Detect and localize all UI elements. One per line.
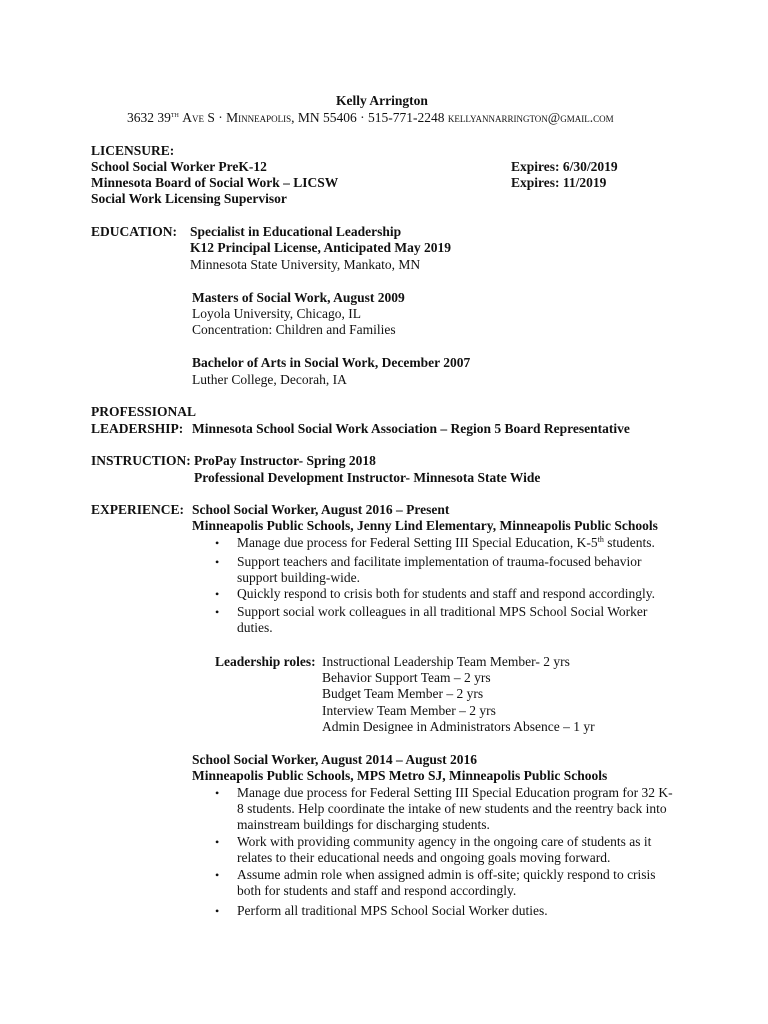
job-bullet	[237, 535, 655, 551]
job-bullet: Quickly respond to crisis both for students and staff and respond accordingly.	[237, 586, 656, 601]
resume-name: Kelly Arrington	[336, 93, 428, 108]
license-item: Minnesota Board of Social Work – LICSW	[91, 175, 339, 190]
bullet-icon: •	[215, 587, 220, 601]
job-bullet: Support social work colleagues in all traditional MPS School Social Worker duties.	[237, 604, 648, 635]
licensure-heading: LICENSURE:	[91, 143, 175, 158]
bullet-text: Manage due process for Federal Setting III Special Education, K-5	[237, 535, 598, 550]
address-contact: Ave S · Minneapolis, MN 55406 · 515-771-2248 kellyannarrington@gmail.com	[182, 110, 614, 125]
role-item: Behavior Support Team – 2 yrs	[322, 670, 491, 685]
job-bullet: Perform all traditional MPS School Social Worker duties.	[237, 903, 548, 918]
degree-title: K12 Principal License, Anticipated May 2019	[190, 240, 451, 255]
instruction-item: ProPay Instructor- Spring 2018	[194, 453, 376, 468]
license-item: Social Work Licensing Supervisor	[91, 191, 287, 206]
degree-title: Masters of Social Work, August 2009	[192, 290, 405, 305]
bullet-icon: •	[215, 786, 220, 800]
leadership-heading: PROFESSIONAL	[91, 404, 197, 419]
school-name: Luther College, Decorah, IA	[192, 372, 347, 387]
role-item: Interview Team Member – 2 yrs	[322, 703, 496, 718]
leadership-text: Minnesota School Social Work Association – Region 5 Board Representative	[192, 421, 630, 436]
bullet-icon: •	[215, 835, 220, 849]
license-expires: Expires: 11/2019	[511, 175, 607, 190]
bullet-text-end: students.	[603, 535, 655, 550]
bullet-icon: •	[215, 605, 220, 619]
address-ordinal: th	[170, 110, 179, 119]
job-org: Minneapolis Public Schools, MPS Metro SJ, Minneapolis Public Schools	[192, 768, 608, 783]
contact-line	[127, 110, 614, 126]
job-bullet: Work with providing community agency in the ongoing care of students as it relates to their educational needs and ongoing goals moving forward.	[237, 834, 652, 865]
role-item: Admin Designee in Administrators Absence – 1 yr	[322, 719, 595, 734]
instruction-item: Professional Development Instructor- Minnesota State Wide	[194, 470, 541, 485]
job-org: Minneapolis Public Schools, Jenny Lind Elementary, Minneapolis Public Schools	[192, 518, 658, 533]
degree-title: Bachelor of Arts in Social Work, December 2007	[192, 355, 471, 370]
bullet-icon: •	[215, 536, 220, 550]
license-expires: Expires: 6/30/2019	[511, 159, 618, 174]
bullet-icon: •	[215, 868, 220, 882]
roles-label: Leadership roles:	[215, 654, 316, 669]
license-item: School Social Worker PreK-12	[91, 159, 267, 174]
bullet-icon: •	[215, 904, 220, 918]
job-bullet: Manage due process for Federal Setting III Special Education program for 32 K-8 students. Help coordinate the intake of new students and the reentry back into mainstream buildings for discharging students.	[237, 785, 673, 832]
job-bullet: Support teachers and facilitate implementation of trauma-focused behavior support building-wide.	[237, 554, 642, 585]
instruction-heading: INSTRUCTION:	[91, 453, 191, 468]
job-title: School Social Worker, August 2014 – August 2016	[192, 752, 478, 767]
address-number: 3632 39	[127, 110, 171, 125]
role-item: Budget Team Member – 2 yrs	[322, 686, 484, 701]
experience-heading: EXPERIENCE:	[91, 502, 185, 517]
bullet-icon: •	[215, 555, 220, 569]
school-name: Minnesota State University, Mankato, MN	[190, 257, 421, 272]
degree-title: Specialist in Educational Leadership	[190, 224, 402, 239]
job-title: School Social Worker, August 2016 – Present	[192, 502, 450, 517]
school-name: Loyola University, Chicago, IL	[192, 306, 361, 321]
job-bullet: Assume admin role when assigned admin is off-site; quickly respond to crisis both for students and staff and respond accordingly.	[237, 867, 656, 898]
education-heading: EDUCATION:	[91, 224, 178, 239]
degree-concentration: Concentration: Children and Families	[192, 322, 396, 337]
bullet-ordinal: th	[597, 535, 604, 544]
leadership-heading-2: LEADERSHIP:	[91, 421, 184, 436]
role-item: Instructional Leadership Team Member- 2 yrs	[322, 654, 570, 669]
